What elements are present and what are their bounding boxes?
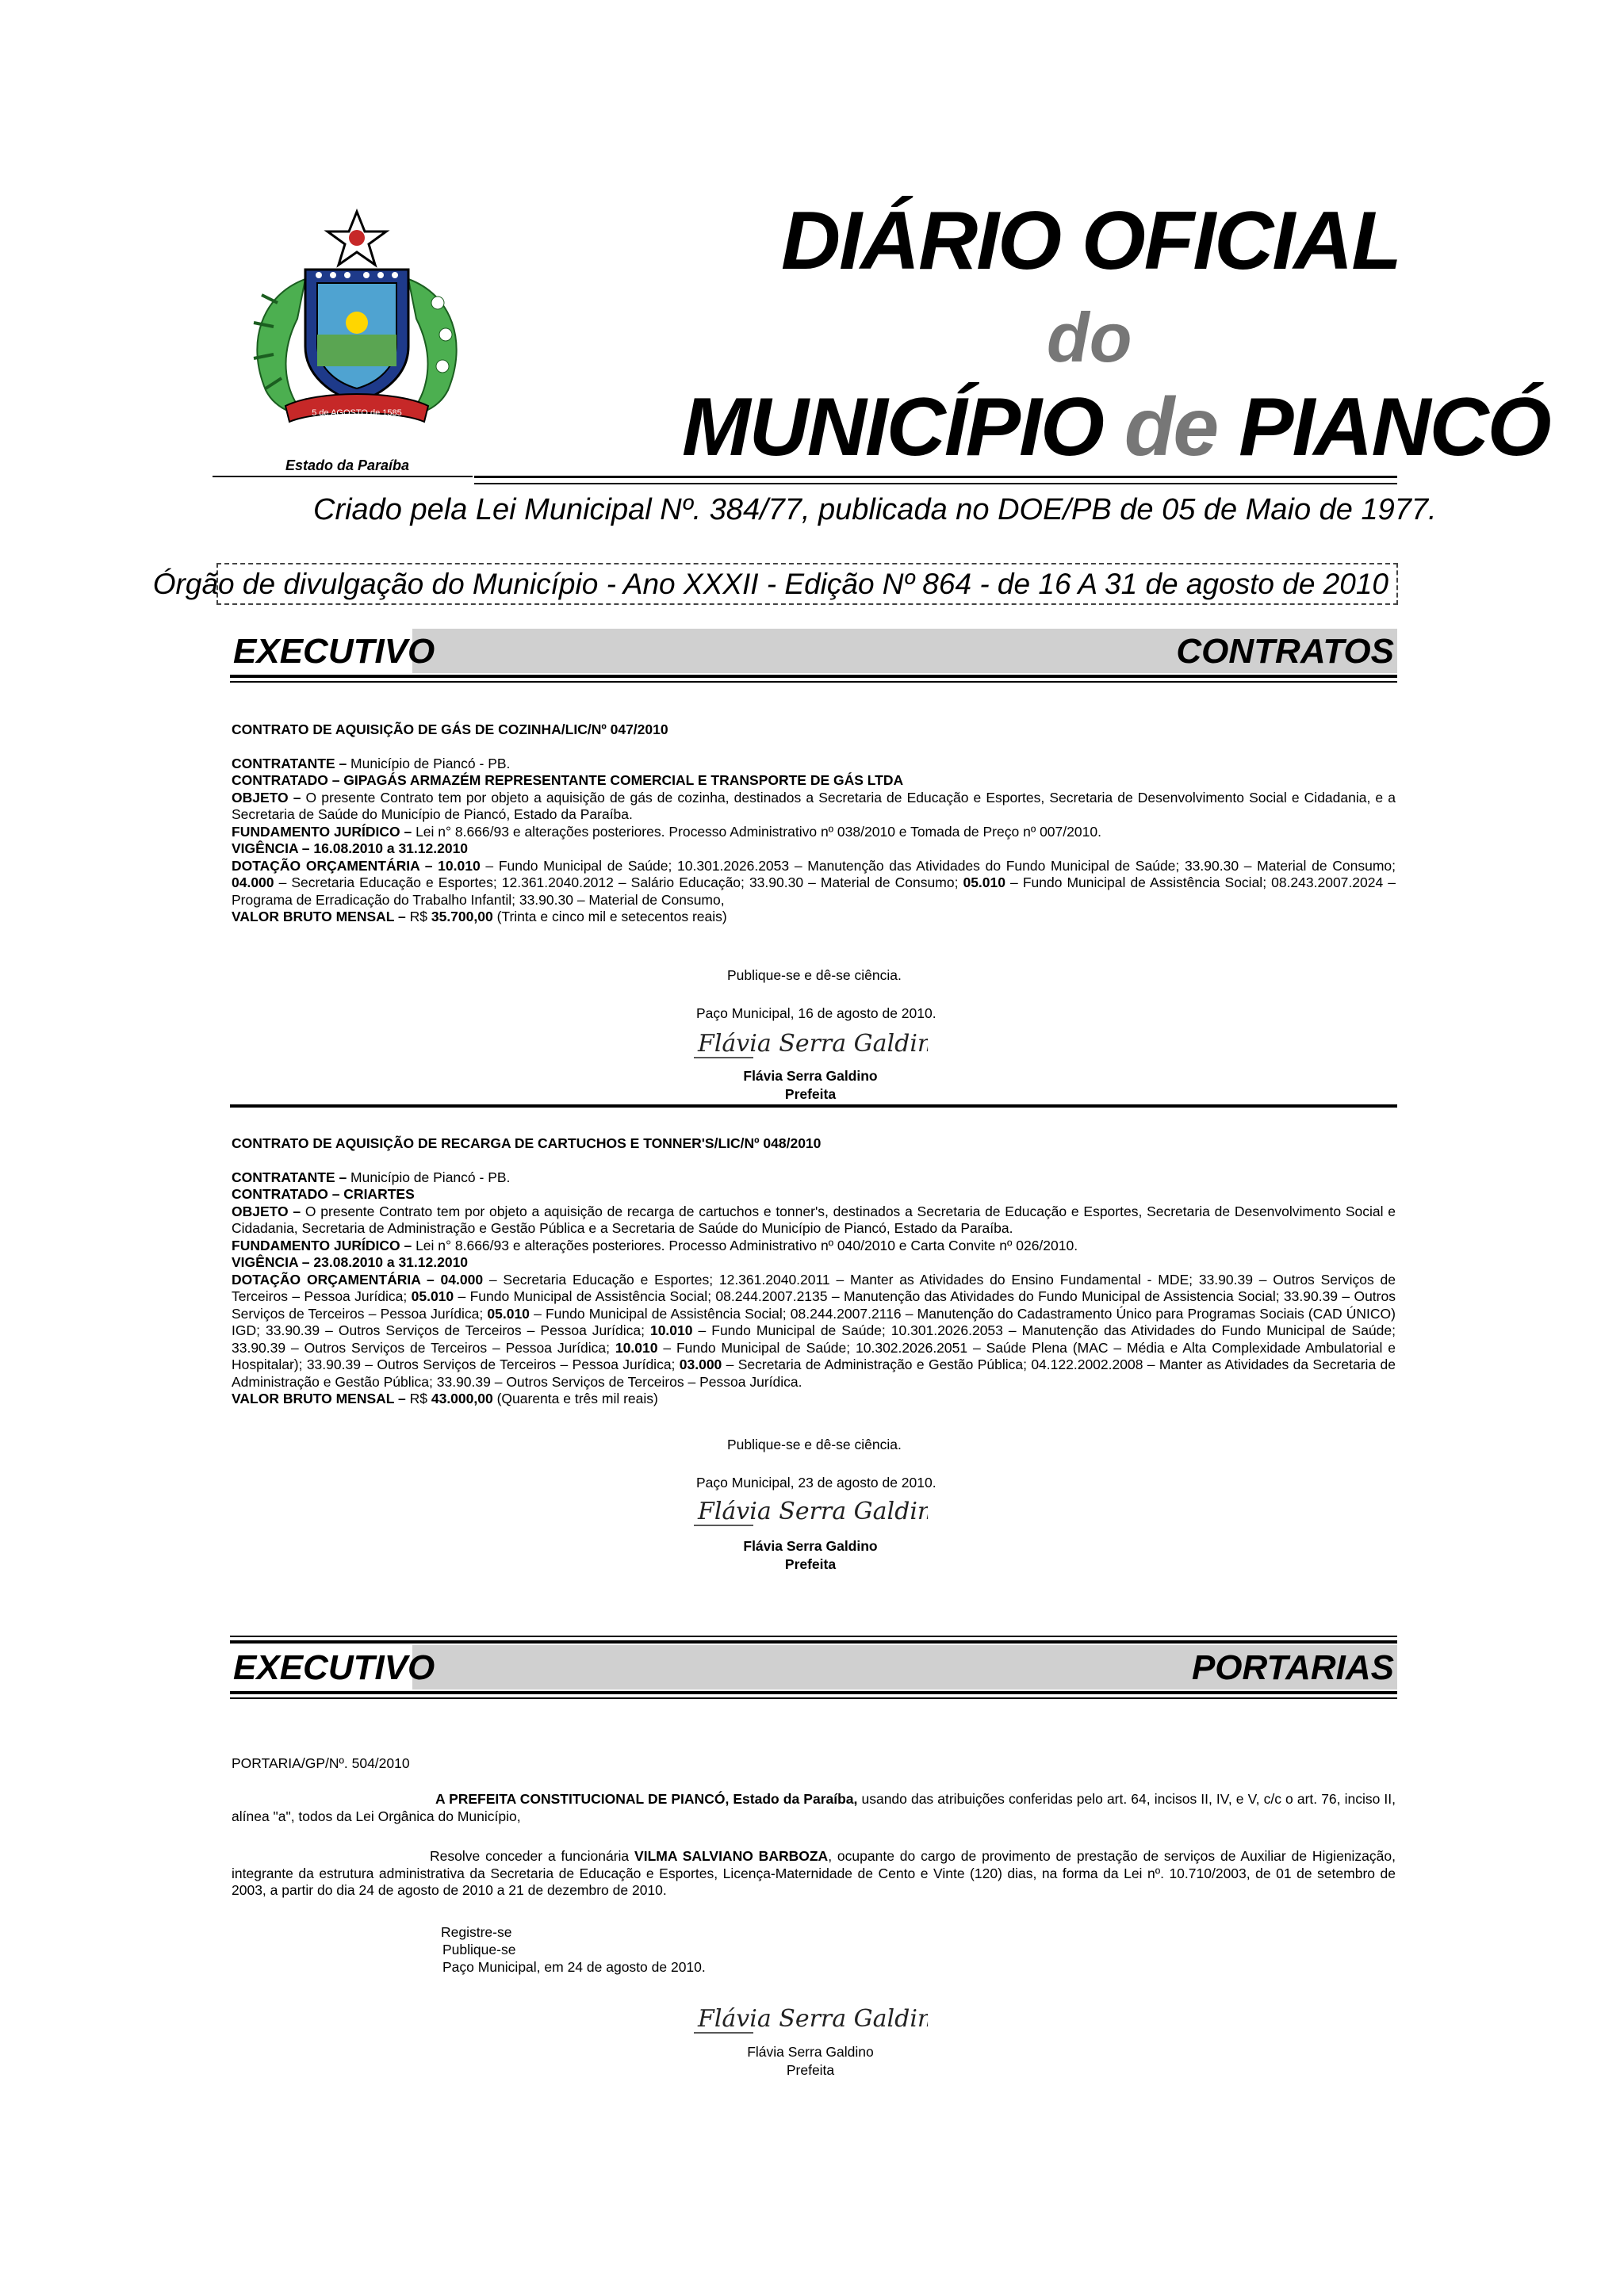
valor: VALOR BRUTO MENSAL – R$ 43.000,00 (Quarenta e três mil reais) [232, 1391, 658, 1406]
section-bar-portarias [230, 1645, 1397, 1689]
title-diario-oficial: DIÁRIO OFICIAL [781, 195, 1400, 287]
section-right-title: CONTRATOS [1176, 632, 1394, 671]
contract-1 [232, 721, 1396, 926]
signer-name: Flávia Serra Galdino [743, 1538, 878, 1554]
signer-name: Flávia Serra Galdino [743, 1068, 878, 1084]
vigencia: VIGÊNCIA – 16.08.2010 a 31.12.2010 [232, 840, 469, 856]
portaria-resolve: Resolve conceder a funcionária VILMA SALVIANO BARBOZA, ocupante do cargo de provimento de prestação de serviços de Auxiliar de Higienização, integrante da estrutura administrativa da Secretaria de Educação e Esportes, Licença-Maternidade de Cento e Vinte (120) dias, na forma da Lei nº. 10.710/2003, de 01 de setembro de 2003, a partir do dia 24 de agosto de 2010 a 21 de dezembro de 2010. [232, 1848, 1396, 1898]
title-municipio-de-pianco: MUNICÍPIO de PIANCÓ [682, 381, 1550, 473]
contract-title: CONTRATO DE AQUISIÇÃO DE RECARGA DE CARTUCHOS E TONNER'S/LIC/Nº 048/2010 [232, 1135, 822, 1151]
fundamento: FUNDAMENTO JURÍDICO – Lei n° 8.666/93 e alterações posteriores. Processo Administrativo nº 040/2010 e Carta Convite nº 026/2010. [232, 1237, 1078, 1253]
edition-box [152, 563, 1398, 605]
section-left-title: EXECUTIVO [233, 1648, 435, 1687]
section-left-title: EXECUTIVO [233, 632, 435, 671]
contratado: CONTRATADO – GIPAGÁS ARMAZÉM REPRESENTANTE COMERCIAL E TRANSPORTE DE GÁS LTDA [232, 772, 904, 788]
svg-text:Flávia Serra Galdino: Flávia Serra Galdino [698, 1030, 928, 1058]
creation-note: Criado pela Lei Municipal Nº. 384/77, publicada no DOE/PB de 05 de Maio de 1977. [313, 493, 1437, 526]
contract-title: CONTRATO DE AQUISIÇÃO DE GÁS DE COZINHA/LIC/Nº 047/2010 [232, 721, 668, 737]
fundamento: FUNDAMENTO JURÍDICO – Lei n° 8.666/93 e alterações posteriores. Processo Administrativo nº 038/2010 e Tomada de Preço nº 007/2010. [232, 823, 1101, 840]
section-bar-contratos [230, 629, 1397, 673]
signature-image [690, 1998, 928, 2038]
signer-role: Prefeita [784, 1086, 837, 1102]
signature-image [690, 1490, 928, 1530]
signature-image [690, 1023, 928, 1062]
vigencia: VIGÊNCIA – 23.08.2010 a 31.12.2010 [232, 1254, 469, 1270]
objeto: OBJETO – O presente Contrato tem por objeto a aquisição de gás de cozinha, destinados a Secretaria de Educação e Esportes, Secretaria de Desenvolvimento Social e Cidadania, e a Secretaria de Saúde do Município de Piancó, Estado da Paraíba. [232, 789, 1396, 822]
contratado: CONTRATADO – CRIARTES [232, 1186, 415, 1202]
contract-2 [232, 1135, 1396, 1408]
title-do: do [1047, 298, 1132, 377]
portaria-intro: A PREFEITA CONSTITUCIONAL DE PIANCÓ, Estado da Paraíba, usando das atribuições conferidas pelo art. 64, incisos II, IV, e V, c/c o art. 76, inciso II, alínea "a", todos da Lei Orgânica do Município, [232, 1791, 1396, 1824]
contratante: CONTRATANTE – Município de Piancó - PB. [232, 1169, 511, 1185]
publique-line: Publique-se e dê-se ciência. [727, 1437, 902, 1452]
signer-name: Flávia Serra Galdino [747, 2044, 874, 2060]
header-rule [474, 483, 1397, 484]
header-rule [474, 476, 1397, 478]
publique-line: Publique-se [442, 1942, 516, 1957]
paco-line: Paço Municipal, em 24 de agosto de 2010. [442, 1959, 706, 1975]
contract-separator [230, 1104, 1397, 1108]
section-rule [230, 675, 1397, 678]
svg-text:5 de AGOSTO de 1585: 5 de AGOSTO de 1585 [312, 408, 402, 418]
section-rule [230, 1636, 1397, 1637]
dotacao: DOTAÇÃO ORÇAMENTÁRIA – 04.000 – Secretaria Educação e Esportes; 12.361.2040.2011 – Manter as Atividades do Ensino Fundamental - MDE; 33.90.39 – Outros Serviços de Terceiros – Pessoa Jurídica; 05.010 – Fundo Municipal de Assistência Social; 08.244.2007.2135 – Manutenção das Atividades do Fundo Municipal de Assistencia Social; 33.90.39 – Outros Serviços de Terceiros – Pessoa Jurídica; 05.010 – Fundo Municipal de Assistência Social; 08.244.2007.2116 – Manutenção do Cadastramento Único para Programas Sociais (CAD ÚNICO) IGD; 33.90.39 – Outros Serviços de Terceiros – Pessoa Jurídica; 10.010 – Fundo Municipal de Saúde; 10.301.2026.2053 – Manutenção das Atividades do Fundo Municipal de Saúde; 33.90.39 – Outros Serviços de Terceiros – Pessoa Jurídica; 10.010 – Fundo Municipal de Saúde; 10.302.2026.2051 – Saúde Plena (MAC – Média e Alta Complexidade Ambulatorial e Hospitalar); 33.90.39 – Outros Serviços de Terceiros – Pessoa Jurídica; 03.000 – Secretaria de Administração e Gestão Pública; 04.122.2002.2008 – Manter as Atividades da Secretaria de Administração e Gestão Pública; 33.90.39 – Outros Serviços de Terceiros – Pessoa Jurídica. [232, 1271, 1396, 1390]
section-rule [230, 1640, 1397, 1644]
portaria-number: PORTARIA/GP/Nº. 504/2010 [232, 1755, 410, 1771]
contratante: CONTRATANTE – Município de Piancó - PB. [232, 755, 511, 771]
publique-line: Publique-se e dê-se ciência. [727, 967, 902, 983]
paco-line: Paço Municipal, 16 de agosto de 2010. [696, 1005, 936, 1021]
edition-info: Órgão de divulgação do Município - Ano XXXII - Edição Nº 864 - de 16 A 31 de agosto de 2010 [152, 567, 1388, 600]
section-rule [230, 1697, 1397, 1699]
section-right-title: PORTARIAS [1191, 1648, 1394, 1687]
paco-line: Paço Municipal, 23 de agosto de 2010. [696, 1475, 936, 1490]
crest-caption: Estado da Paraíba [285, 457, 410, 473]
registre-line: Registre-se [441, 1924, 512, 1940]
signer-role: Prefeita [786, 2062, 835, 2078]
signer-role: Prefeita [784, 1556, 837, 1572]
valor: VALOR BRUTO MENSAL – R$ 35.700,00 (Trinta e cinco mil e setecentos reais) [232, 909, 727, 924]
dotacao: DOTAÇÃO ORÇAMENTÁRIA – 10.010 – Fundo Municipal de Saúde; 10.301.2026.2053 – Manutenção das Atividades do Fundo Municipal de Saúde; 33.90.30 – Material de Consumo; 04.000 – Secretaria Educação e Esportes; 12.361.2040.2012 – Salário Educação; 33.90.30 – Material de Consumo; 05.010 – Fundo Municipal de Assistência Social; 08.243.2007.2024 – Programa de Erradicação do Trabalho Infantil; 33.90.30 – Material de Consumo, [232, 857, 1396, 908]
svg-text:Flávia Serra Galdino: Flávia Serra Galdino [698, 1498, 928, 1525]
section-rule [230, 681, 1397, 683]
municipal-coat-of-arms [230, 208, 484, 434]
svg-text:Flávia Serra Galdino: Flávia Serra Galdino [698, 2005, 928, 2033]
crest-rule [213, 476, 473, 477]
section-rule [230, 1691, 1397, 1694]
objeto: OBJETO – O presente Contrato tem por objeto a aquisição de recarga de cartuchos e tonner's, destinados a Secretaria de Educação e Esportes, Secretaria de Desenvolvimento Social e Cidadania, Secretaria de Administração e Gestão Pública e a Secretaria de Saúde do Município de Piancó, Estado da Paraíba. [232, 1203, 1396, 1236]
